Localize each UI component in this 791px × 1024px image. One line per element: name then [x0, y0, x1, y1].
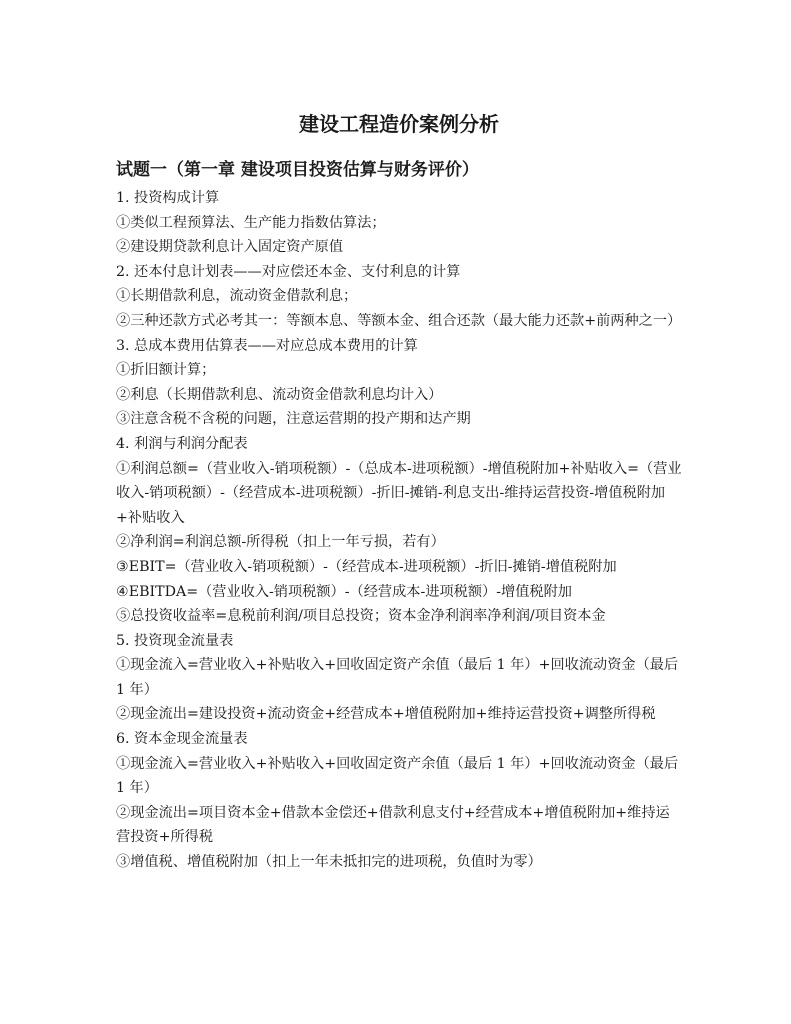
list-item: ①长期借款利息，流动资金借款利息；	[116, 288, 358, 305]
list-item: 2. 还本付息计划表——对应偿还本金、支付利息的计算	[116, 263, 461, 280]
list-item: ③增值税、增值税附加（扣上一年未抵扣完的进项税，负值时为零）	[116, 854, 542, 871]
list-item: 6. 资本金现金流量表	[116, 731, 248, 748]
list-item: ②利息（长期借款利息、流动资金借款利息均计入）	[116, 386, 443, 403]
section-heading: 试题一（第一章 建设项目投资估算与财务评价）	[116, 160, 479, 180]
list-item: ②现金流出=建设投资+流动资金+经营成本+增值税附加+维持运营投资+调整所得税	[116, 706, 656, 723]
list-item: ②三种还款方式必考其一：等额本息、等额本金、组合还款（最大能力还款+前两种之一）	[116, 312, 682, 329]
list-item: ①现金流入=营业收入+补贴收入+回收固定资产余值（最后 1 年）+回收流动资金（最后 1 年）	[116, 755, 679, 797]
list-item: ②建设期贷款利息计入固定资产原值	[116, 239, 344, 256]
list-item: ④EBITDA=（营业收入-销项税额）-（经营成本-进项税额）-增值税附加	[116, 583, 572, 600]
list-item: ①类似工程预算法、生产能力指数估算法；	[116, 214, 386, 231]
list-item: ⑤总投资收益率=息税前利润/项目总投资；资本金净利润率净利润/项目资本金	[116, 608, 606, 625]
document-page	[116, 104, 682, 875]
document-title: 建设工程造价案例分析	[299, 112, 499, 136]
list-item: ②现金流出=项目资本金+借款本金偿还+借款利息支付+经营成本+增值税附加+维持运营投资+所得税	[116, 804, 670, 846]
list-item: ②净利润=利润总额-所得税（扣上一年亏损，若有）	[116, 534, 445, 551]
list-item: 3. 总成本费用估算表——对应总成本费用的计算	[116, 337, 418, 354]
list-item: ①折旧额计算；	[116, 362, 216, 379]
list-item: ①利润总额=（营业收入-销项税额）-（总成本-进项税额）-增值税附加+补贴收入=（营业收入-销项税额）-（经营成本-进项税额）-折旧-摊销-利息支出-维持运营投资-增值税附加+补贴收入	[116, 460, 682, 526]
list-item: ③注意含税不含税的问题，注意运营期的投产期和达产期	[116, 411, 471, 428]
list-item: 5. 投资现金流量表	[116, 632, 234, 649]
list-item: ③EBIT=（营业收入-销项税额）-（经营成本-进项税额）-折旧-摊销-增值税附加	[116, 558, 617, 575]
list-item: 4. 利润与利润分配表	[116, 435, 248, 452]
list-item: ①现金流入=营业收入+补贴收入+回收固定资产余值（最后 1 年）+回收流动资金（最后 1 年）	[116, 657, 679, 698]
list-item: 1. 投资构成计算	[116, 190, 220, 206]
